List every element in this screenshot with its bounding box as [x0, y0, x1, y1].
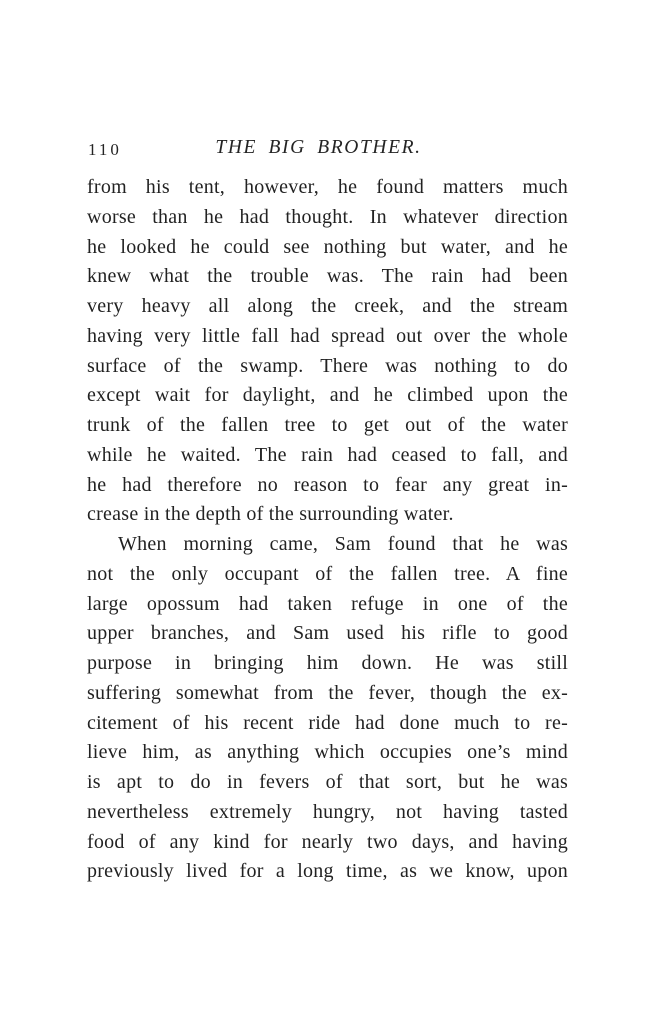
text-line: trunk of the fallen tree to get out of the water	[87, 414, 568, 436]
text-line: from his tent, however, he found matters much	[87, 176, 568, 198]
paragraph-1	[87, 173, 568, 530]
text-line: having very little fall had spread out over the whole	[87, 324, 568, 347]
text-line: very heavy all along the creek, and the stream	[87, 295, 568, 317]
running-header	[87, 137, 568, 161]
text-line: is apt to do in fevers of that sort, but he was	[87, 771, 568, 793]
text-line: previously lived for a long time, as we know, upon	[87, 860, 568, 883]
text-line: he looked he could see nothing but water, and he	[87, 235, 568, 258]
text-line: he had therefore no reason to fear any great in-	[87, 473, 568, 496]
text-line: lieve him, as anything which occupies one’s mind	[87, 741, 568, 764]
text-line: When morning came, Sam found that he was	[118, 533, 568, 555]
text-line: except wait for daylight, and he climbed upon the	[87, 384, 568, 407]
text-line: upper branches, and Sam used his rifle to good	[87, 622, 568, 645]
text-line: purpose in bringing him down. He was still	[87, 652, 568, 674]
text-line: food of any kind for nearly two days, and having	[87, 830, 568, 853]
text-line: worse than he had thought. In whatever direction	[87, 205, 568, 228]
text-line: surface of the swamp. There was nothing to do	[87, 354, 568, 377]
paragraph-2	[87, 530, 568, 887]
text-line: knew what the trouble was. The rain had been	[87, 265, 568, 288]
text-line: not the only occupant of the fallen tree. A fine	[87, 562, 568, 585]
text-line: large opossum had taken refuge in one of the	[87, 592, 568, 615]
text-line: crease in the depth of the surrounding water.	[87, 503, 454, 526]
page-number: 110	[88, 140, 122, 159]
running-title: THE BIG BROTHER.	[215, 137, 422, 158]
body-text	[87, 173, 568, 887]
text-line: nevertheless extremely hungry, not having tasted	[87, 800, 568, 823]
text-line: suffering somewhat from the fever, though the ex-	[87, 681, 568, 704]
text-line: while he waited. The rain had ceased to fall, and	[87, 443, 568, 466]
text-line: citement of his recent ride had done much to re-	[87, 711, 568, 734]
